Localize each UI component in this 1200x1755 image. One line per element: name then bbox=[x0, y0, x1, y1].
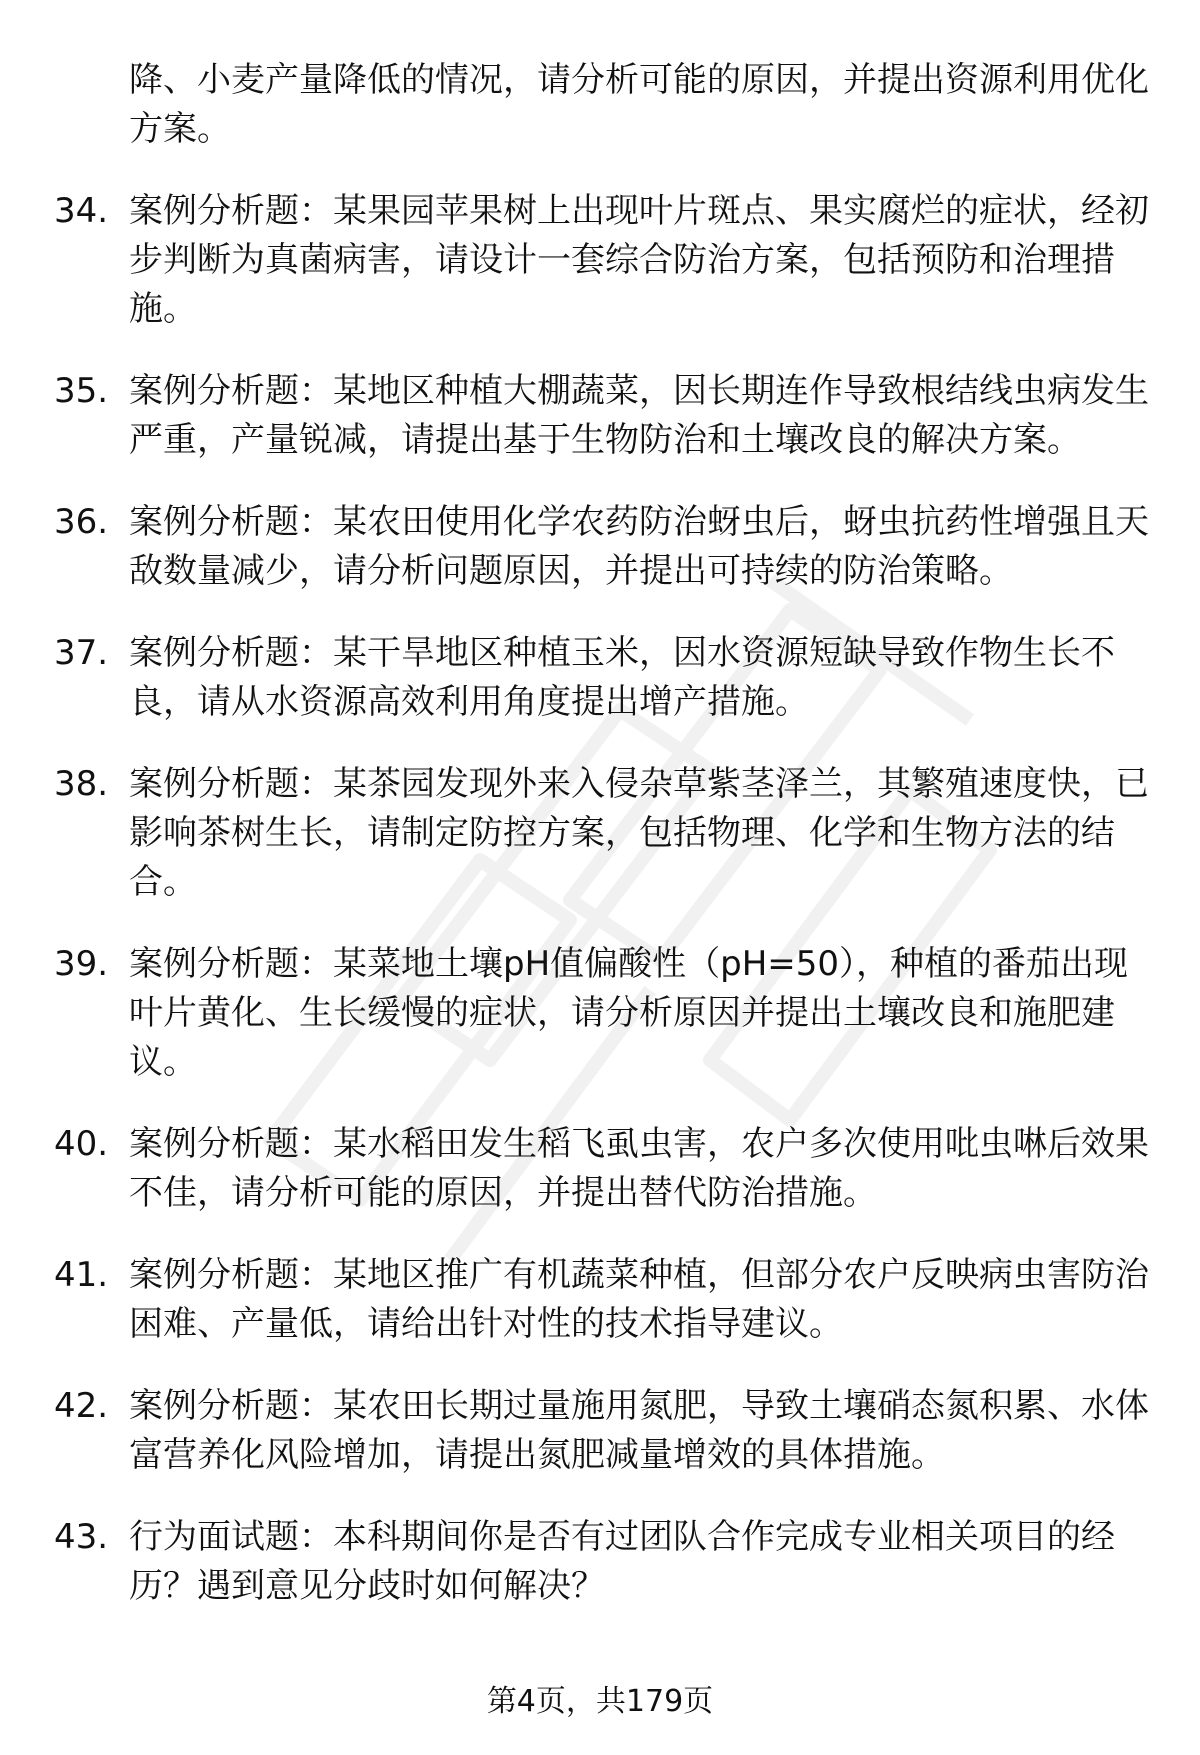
question-item bbox=[54, 498, 1154, 596]
question-item bbox=[54, 1513, 1154, 1611]
question-text: 案例分析题：某干旱地区种植玉米，因水资源短缺导致作物生长不良，请从水资源高效利用角度提出增产措施。 bbox=[129, 633, 1115, 722]
page-indicator: 第4页，共179页 bbox=[486, 1684, 714, 1719]
question-number: 41. bbox=[54, 1255, 109, 1295]
question-number: 38. bbox=[54, 764, 109, 804]
question-number: 36. bbox=[54, 502, 109, 542]
question-item bbox=[54, 940, 1154, 1087]
question-item bbox=[54, 629, 1154, 727]
question-text: 案例分析题：某农田使用化学农药防治蚜虫后，蚜虫抗药性增强且天敌数量减少，请分析问题原因，并提出可持续的防治策略。 bbox=[129, 502, 1149, 591]
question-text: 案例分析题：某地区种植大棚蔬菜，因长期连作导致根结线虫病发生严重，产量锐减，请提出基于生物防治和土壤改良的解决方案。 bbox=[129, 371, 1149, 460]
question-item bbox=[54, 367, 1154, 465]
question-text: 案例分析题：某果园苹果树上出现叶片斑点、果实腐烂的症状，经初步判断为真菌病害，请设计一套综合防治方案，包括预防和治理措施。 bbox=[129, 191, 1149, 329]
question-number: 35. bbox=[54, 371, 109, 411]
question-number: 37. bbox=[54, 633, 109, 673]
question-text: 案例分析题：某水稻田发生稻飞虱虫害，农户多次使用吡虫啉后效果不佳，请分析可能的原因，并提出替代防治措施。 bbox=[129, 1124, 1149, 1213]
question-item bbox=[54, 760, 1154, 907]
question-text: 案例分析题：某农田长期过量施用氮肥，导致土壤硝态氮积累、水体富营养化风险增加，请提出氮肥减量增效的具体措施。 bbox=[129, 1386, 1149, 1475]
question-item bbox=[54, 1251, 1154, 1349]
question-list bbox=[54, 187, 1154, 1611]
document-body bbox=[54, 56, 1154, 1611]
question-number: 42. bbox=[54, 1386, 109, 1426]
question-text: 行为面试题：本科期间你是否有过团队合作完成专业相关项目的经历？遇到意见分歧时如何解决？ bbox=[129, 1517, 1115, 1606]
question-item bbox=[54, 1382, 1154, 1480]
question-number: 40. bbox=[54, 1124, 109, 1164]
question-text: 案例分析题：某茶园发现外来入侵杂草紫茎泽兰，其繁殖速度快，已影响茶树生长，请制定防控方案，包括物理、化学和生物方法的结合。 bbox=[129, 764, 1149, 902]
question-number: 43. bbox=[54, 1517, 109, 1557]
question-text: 案例分析题：某菜地土壤pH值偏酸性（pH=50），种植的番茄出现叶片黄化、生长缓慢的症状，请分析原因并提出土壤改良和施肥建议。 bbox=[129, 944, 1129, 1082]
question-number: 34. bbox=[54, 191, 109, 231]
question-item bbox=[54, 1120, 1154, 1218]
question-text: 案例分析题：某地区推广有机蔬菜种植，但部分农户反映病虫害防治困难、产量低，请给出针对性的技术指导建议。 bbox=[129, 1255, 1149, 1344]
question-item bbox=[54, 187, 1154, 334]
question-number: 39. bbox=[54, 944, 109, 984]
continued-question-text: 降、小麦产量降低的情况，请分析可能的原因，并提出资源利用优化方案。 bbox=[129, 60, 1149, 149]
